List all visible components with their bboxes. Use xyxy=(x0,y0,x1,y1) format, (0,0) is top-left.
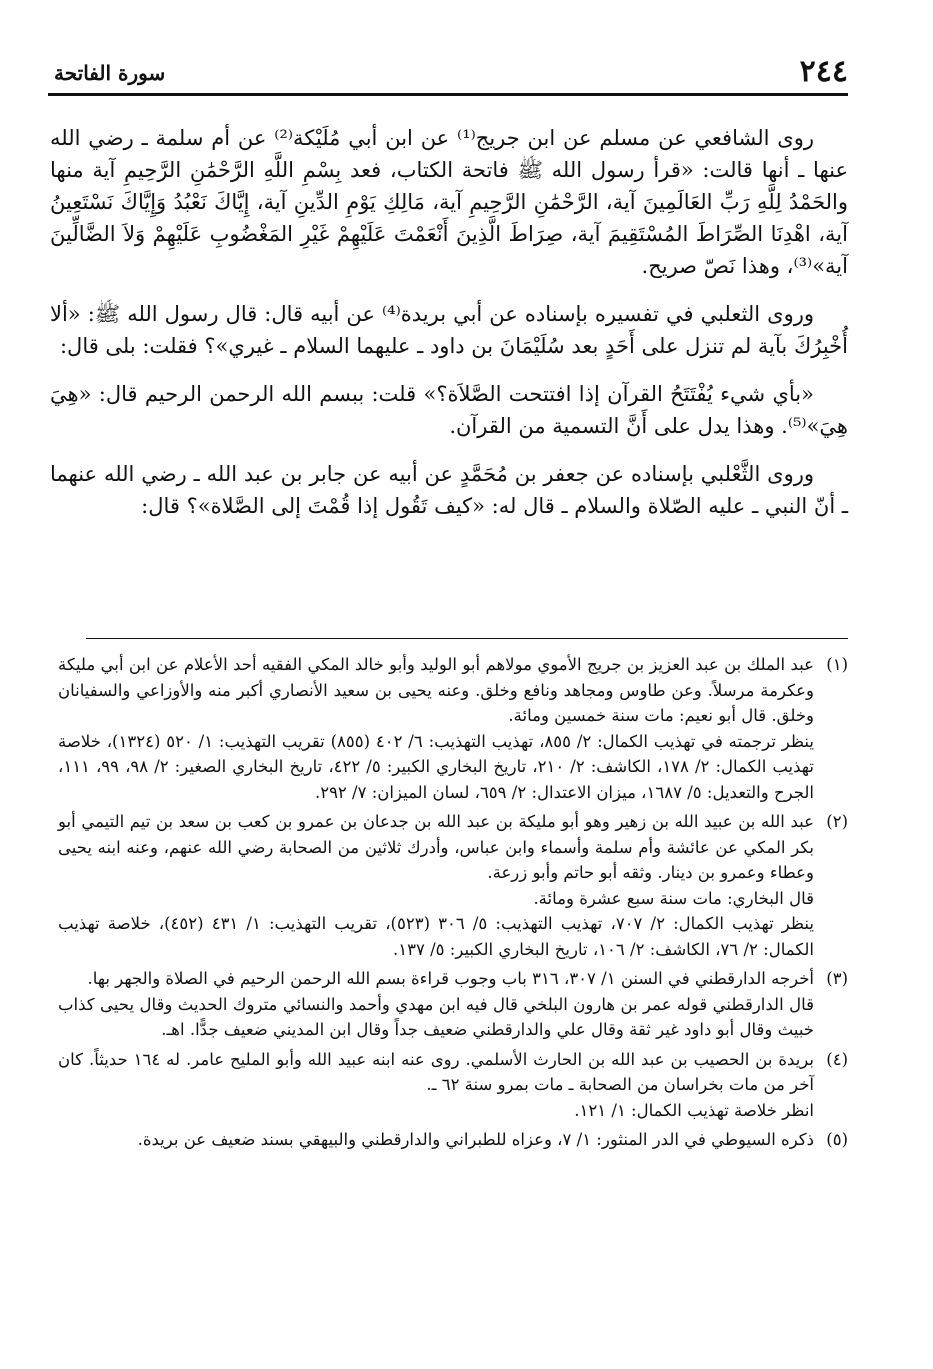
footnote-3 xyxy=(58,966,848,1043)
paragraph-1: روى الشافعي عن مسلم عن ابن جريج⁽¹⁾ عن ابن أبي مُلَيْكة⁽²⁾ عن أم سلمة ـ رضي الله عنها ـ أنها قالت: «قرأ رسول الله ﷺ فاتحة الكتاب، فعد بِسْمِ اللَّهِ الرَّحْمَٰنِ الرَّحِيمِ آية منها والحَمْدُ لِلَّهِ رَبِّ العَالَمِينَ آية، الرَّحْمَٰنِ الرَّحِيمِ آية، مَالِكِ يَوْمِ الدِّينِ آية، إِيَّاكَ نَعْبُدُ وَإِيَّاكَ نَسْتَعِينُ آية، اهْدِنَا الصِّرَاطَ المُسْتَقِيمَ آية، صِرَاطَ الَّذِينَ أَنْعَمْتَ عَلَيْهِمْ غَيْرِ المَغْضُوبِ عَلَيْهِمْ وَلاَ الضَّالِّينَ آية»⁽³⁾، وهذا نَصّ صريح. xyxy=(50,126,848,278)
page-number: ٢٤٤ xyxy=(799,54,848,89)
footnote-number: (٤) xyxy=(826,1049,848,1069)
footnotes xyxy=(58,652,848,1157)
paragraph-2: وروى الثعلبي في تفسيره بإسناده عن أبي بريدة⁽⁴⁾ عن أبيه قال: قال رسول الله ﷺ: «ألا أُخْبِرُكَ بآية لم تنزل على أَحَدٍ بعد سُلَيْمَانَ بن داود ـ عليهما السلام ـ غيري»؟ فقلت: بلى قال: xyxy=(50,302,848,358)
footnote-1 xyxy=(58,652,848,805)
footnote-text: انظر خلاصة تهذيب الكمال: ١/ ١٢١. xyxy=(574,1100,814,1120)
footnote-4 xyxy=(58,1047,848,1124)
footnote-number: (١) xyxy=(826,655,848,674)
footnote-text: قال الدارقطني قوله عمر بن هارون البلخي قال فيه ابن مهدي وأحمد والنسائي متروك الحديث وقال يحيى كذاب خبيث وقال أبو داود غير ثقة وقال علي والدارقطني ضعيف جداً وقال ابن المديني ضعيف جدًّا. اهـ. xyxy=(58,994,814,1039)
surah-title: سورة الفاتحة xyxy=(54,61,166,85)
footnote-text: أخرجه الدارقطني في السنن ١/ ٣٠٧، ٣١٦ باب وجوب قراءة بسم الله الرحمن الرحيم في الصلاة والجهر بها. xyxy=(87,969,814,988)
footnote-text: قال البخاري: مات سنة سبع عشرة ومائة. xyxy=(533,888,814,908)
footnote-separator xyxy=(86,638,848,639)
footnote-text: ينظر تهذيب الكمال: ٢/ ٧٠٧، تهذيب التهذيب: ٥/ ٣٠٦ (٥٢٣)، تقريب التهذيب: ١/ ٤٣١ (٤٥٢)، خلاصة تهذيب الكمال: ٢/ ٧٦، الكاشف: ٢/ ١٠٦، تاريخ البخاري الكبير: ٥/ ١٣٧. xyxy=(58,914,815,959)
footnote-5 xyxy=(58,1127,848,1153)
page-header xyxy=(48,52,848,92)
paragraph-4: وروى الثَّعْلبي بإسناده عن جعفر بن مُحَمَّدٍ عن أبيه عن جابر بن عبد الله ـ رضي الله عنهما ـ أنّ النبي ـ عليه الصّلاة والسلام ـ قال له: «كيف تَقُول إذا قُمْتَ إلى الصَّلاة»؟ قال: xyxy=(50,462,848,518)
paragraph-3: «بأي شيء يُفْتَتَحُ القرآن إذا افتتحت الصَّلاَة؟» قلت: ببسم الله الرحمن الرحيم قال: «هِيَ هِيَ»⁽⁵⁾. وهذا يدل على أَنَّ التسمية من القرآن. xyxy=(50,382,848,438)
main-text xyxy=(50,122,848,538)
footnote-text: بريدة بن الحصيب بن عبد الله بن الحارث الأسلمي. روى عنه ابنه عبيد الله وأبو المليح عامر. له ١٦٤ حديثاً. كان آخر من مات بخراسان من الصحابة ـ مات بمرو سنة ٦٢ ـ. xyxy=(58,1049,814,1094)
footnote-text: عبد الملك بن عبد العزيز بن جريج الأموي مولاهم أبو الوليد وأبو خالد المكي الفقيه أحد الأعلام عن ابن أبي مليكة وعكرمة مرسلاً. وعن طاوس ومجاهد ونافع وخلق. وعنه يحيى بن سعيد الأنصاري أكبر منه والأوزاعي والسفيانان وخلق. قال أبو نعيم: مات سنة خمسين ومائة. xyxy=(58,655,814,725)
footnote-number: (٥) xyxy=(826,1130,848,1149)
footnote-2 xyxy=(58,809,848,962)
header-rule xyxy=(48,93,848,96)
footnote-number: (٣) xyxy=(826,969,848,988)
footnote-text: ذكره السيوطي في الدر المنثور: ١/ ٧، وعزاه للطبراني والدارقطني والبيهقي بسند ضعيف عن بريدة. xyxy=(137,1130,814,1149)
footnote-text: ينظر ترجمته في تهذيب الكمال: ٢/ ٨٥٥، تهذيب التهذيب: ٦/ ٤٠٢ (٨٥٥) تقريب التهذيب: ١/ ٥٢٠ (١٣٢٤)، خلاصة تهذيب الكمال: ٢/ ١٧٨، الكاشف: ٢/ ٢١٠، تاريخ البخاري الكبير: ٥/ ٤٢٢، تاريخ البخاري الصغير: ٢/ ٩٨، ٩٩، ١١١، الجرح والتعديل: ٥/ ١٦٨٧، ميزان الاعتدال: ٢/ ٦٥٩، لسان الميزان: ٧/ ٢٩٢. xyxy=(58,731,814,802)
footnote-text: عبد الله بن عبيد الله بن زهير وهو أبو مليكة بن عبد الله بن جدعان بن عمرو بن كعب بن سعد بن تيم التيمي أبو بكر المكي عن عائشة وأم سلمة وأسماء وابن عباس، وأدرك ثلاثين من الصحابة رضي الله عنهم، وعنه ابنه يحيى وعطاء وعمرو بن دينار. وثقه أبو حاتم وأبو زرعة. xyxy=(58,812,814,882)
footnote-number: (٢) xyxy=(826,812,848,831)
